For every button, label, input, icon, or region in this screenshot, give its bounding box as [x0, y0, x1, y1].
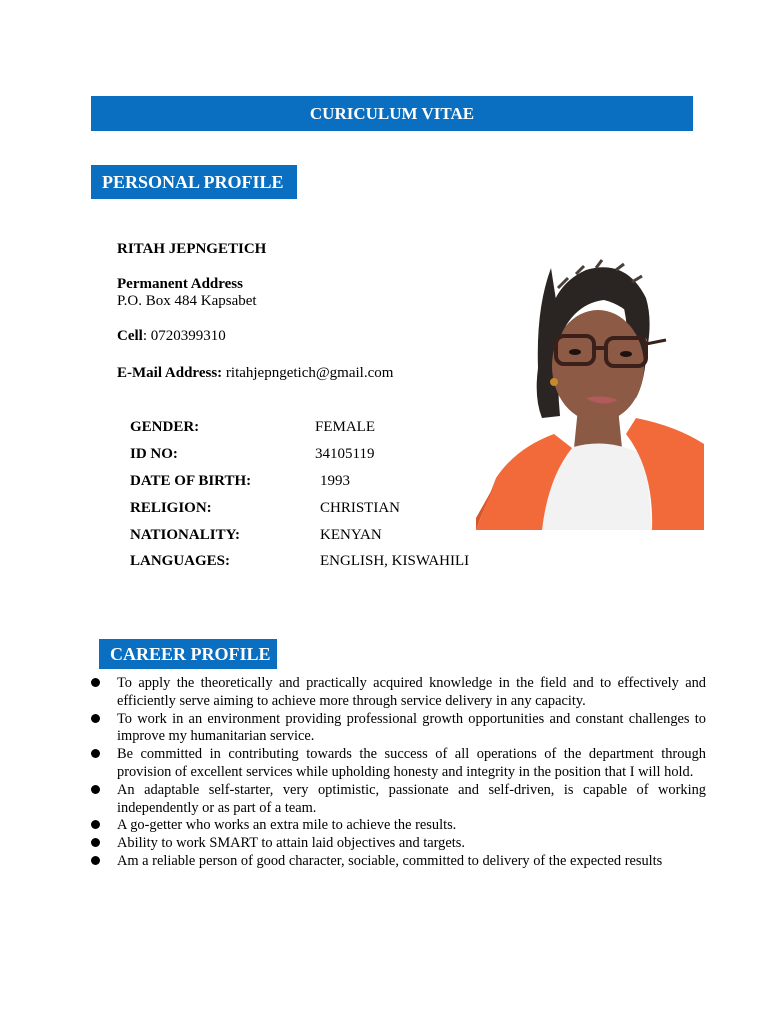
list-item	[88, 817, 706, 835]
cell-value: : 0720399310	[142, 328, 226, 344]
detail-value-gender: FEMALE	[315, 419, 375, 435]
bullet-icon	[91, 838, 100, 847]
cell-label: Cell	[117, 328, 143, 344]
list-item	[88, 746, 706, 782]
detail-value-religion: CHRISTIAN	[320, 500, 401, 516]
detail-label-languages: LANGUAGES:	[130, 553, 231, 569]
detail-label-id: ID NO:	[130, 446, 178, 462]
personal-profile-heading: PERSONAL PROFILE	[91, 165, 297, 199]
list-item-text: To apply the theoretically and practically acquired knowledge in the field and to effectively and efficiently serve aiming to achieve more through service delivery in any capacity.	[117, 675, 706, 709]
list-item-text: Am a reliable person of good character, sociable, committed to delivery of the expected results	[117, 852, 663, 869]
list-item	[88, 782, 706, 818]
detail-label-religion: RELIGION:	[130, 500, 212, 516]
list-item-text: Be committed in contributing towards the success of all operations of the department through provision of excellent services while upholding honesty and integrity in the position that I will hold.	[117, 746, 706, 780]
email-label: E-Mail Address:	[117, 365, 223, 381]
detail-value-languages: ENGLISH, KISWAHILI	[320, 553, 470, 569]
address-label: Permanent Address	[117, 276, 243, 292]
bullet-icon	[91, 820, 100, 829]
bullet-icon	[91, 785, 100, 794]
profile-photo	[476, 248, 704, 530]
email-value: ritahjepngetich@gmail.com	[222, 365, 394, 381]
career-list	[88, 675, 706, 871]
cell-line	[117, 328, 226, 345]
applicant-name: RITAH JEPNGETICH	[117, 241, 267, 257]
list-item-text: Ability to work SMART to attain laid objectives and targets.	[117, 835, 465, 852]
cv-title: CURICULUM VITAE	[91, 96, 693, 131]
list-item-text: To work in an environment providing professional growth opportunities and constant challenges to improve my humanitarian service.	[117, 710, 706, 745]
list-item	[88, 675, 706, 711]
detail-value-nationality: KENYAN	[320, 527, 382, 543]
detail-label-gender: GENDER:	[130, 419, 200, 435]
list-item	[88, 711, 706, 747]
detail-value-dob: 1993	[320, 473, 350, 489]
career-profile-heading: CAREER PROFILE	[99, 639, 277, 669]
detail-label-dob: DATE OF BIRTH:	[130, 473, 252, 489]
address-value: P.O. Box 484 Kapsabet	[117, 293, 257, 309]
list-item-text: An adaptable self-starter, very optimistic, passionate and self-driven, is capable of working independently or as part of a team.	[117, 781, 706, 816]
list-item	[88, 835, 706, 853]
list-item-text: A go-getter who works an extra mile to achieve the results.	[117, 817, 457, 834]
bullet-icon	[91, 749, 100, 758]
bullet-icon	[91, 714, 100, 723]
bullet-icon	[91, 678, 100, 687]
detail-label-nationality: NATIONALITY:	[130, 527, 241, 543]
bullet-icon	[91, 856, 100, 865]
email-line	[117, 365, 393, 382]
detail-value-id: 34105119	[315, 446, 375, 462]
list-item	[88, 853, 706, 871]
